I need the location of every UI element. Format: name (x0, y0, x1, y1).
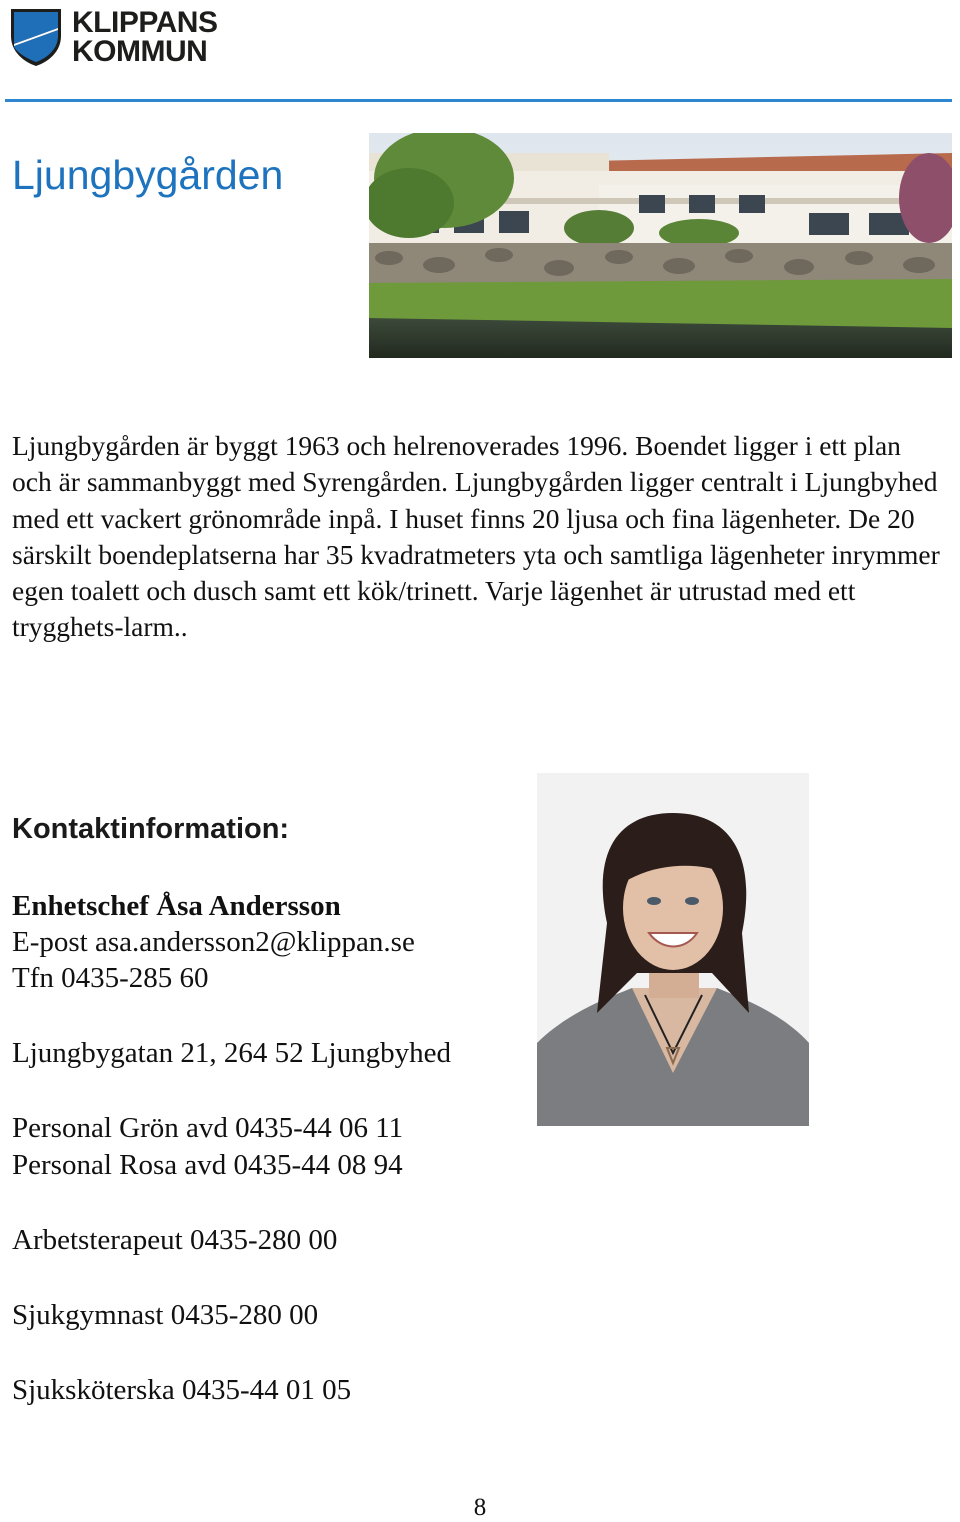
header-divider (5, 99, 952, 102)
staff-green-phone: Personal Grön avd 0435-44 06 11 (12, 1112, 404, 1144)
email-text: E-post asa.andersson2@klippan.se (12, 926, 415, 958)
klippan-coat-of-arms-icon (8, 6, 64, 68)
page-title: Ljungbygården (12, 152, 284, 198)
occupational-therapist-phone: Arbetsterapeut 0435-280 00 (12, 1224, 338, 1256)
physiotherapist-phone: Sjukgymnast 0435-280 00 (12, 1299, 319, 1331)
page-number: 8 (473, 1494, 487, 1521)
nurse-phone: Sjuksköterska 0435-44 01 05 (12, 1374, 352, 1406)
address-text: Ljungbygatan 21, 264 52 Ljungbyhed (12, 1037, 451, 1069)
manager-portrait (537, 773, 809, 1126)
intro-paragraph: Ljungbygården är byggt 1963 och helrenoverades 1996. Boendet ligger i ett plan och är sammanbyggt med Syrengården. Ljungbygården ligger centralt i Ljungbyhed med ett vackert grönområde inpå. I huset finns 20 ljusa och fina lägenheter. De 20 särskilt boendeplatserna har 35 kvadratmeters yta och samtliga lägenheter inrymmer egen toalett och dusch samt ett kök/trinett. Varje lägenhet är utrustad med ett trygghets-larm.. (12, 430, 940, 643)
contact-heading: Kontaktinformation: (12, 813, 290, 845)
staff-pink-phone: Personal Rosa avd 0435-44 08 94 (12, 1149, 403, 1181)
phone-text: Tfn 0435-285 60 (12, 962, 209, 994)
unit-manager: Enhetschef Åsa Andersson (12, 890, 341, 922)
logo-line-2: KOMMUN (72, 35, 208, 68)
building-photo (369, 133, 952, 358)
logo-line-1: KLIPPANS (72, 6, 218, 39)
municipality-logo (8, 2, 217, 72)
